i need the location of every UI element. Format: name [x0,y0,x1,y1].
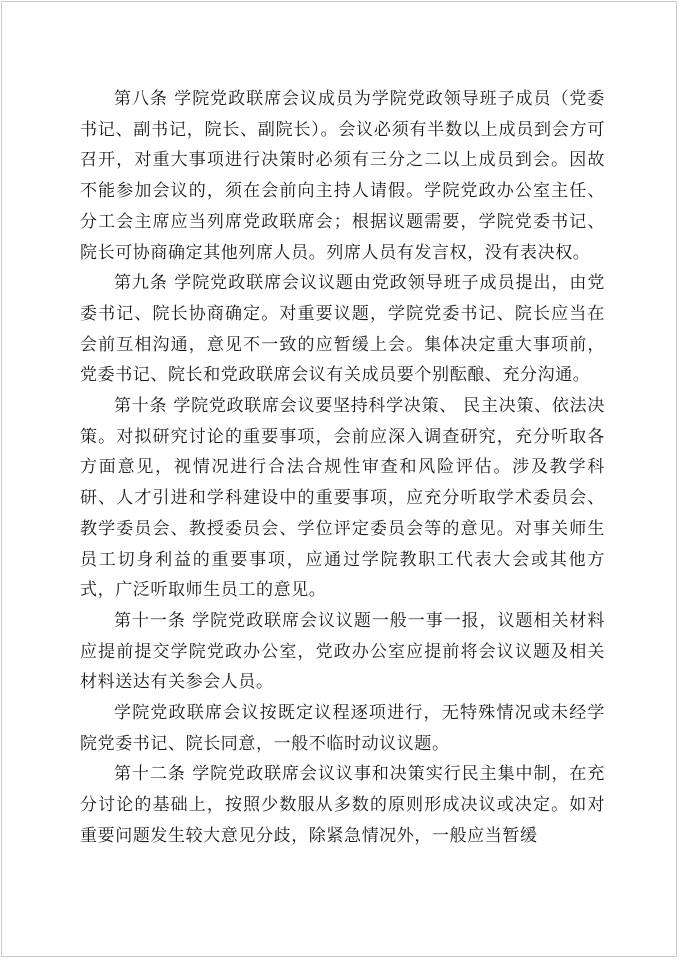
paragraph-article-10: 第十条 学院党政联席会议要坚持科学决策、 民主决策、依法决策。对拟研究讨论的重要事项，会前应深入调查研究，充分听取各方面意见，视情况进行合法合规性审查和风险评估。涉及教学科研、人才引进和学科建设中的重要事项，应充分听取学术委员会、教学委员会、教授委员会、学位评定委员会等的意见。对事关师生员工切身利益的重要事项，应通过学院教职工代表大会或其他方式，广泛听取师生员工的意见。 [80,396,605,601]
paragraph-article-12: 第十二条 学院党政联席会议议事和决策实行民主集中制，在充分讨论的基础上，按照少数服从多数的原则形成决议或决定。如对重要问题发生较大意见分歧，除紧急情况外，一般应当暂缓 [80,764,605,846]
paragraph-article-11: 第十一条 学院党政联席会议议题一般一事一报，议题相关材料应提前提交学院党政办公室，党政办公室应提前将会议议题及相关材料送达有关参会人员。 [80,610,605,693]
document-body [80,84,605,852]
paragraph-article-9: 第九条 学院党政联席会议议题由党政领导班子成员提出，由党委书记、院长协商确定。对重要议题，学院党委书记、院长应当在会前互相沟通，意见不一致的应暂缓上会。集体决定重大事项前，党委书记、院长和党政联席会议有关成员要个别酝酿、充分沟通。 [80,273,605,386]
paragraph-article-8: 第八条 学院党政联席会议成员为学院党政领导班子成员（党委书记、副书记，院长、副院长）。会议必须有半数以上成员到会方可召开，对重大事项进行决策时必须有三分之二以上成员到会。因故不能参加会议的，须在会前向主持人请假。学院党政办公室主任、分工会主席应当列席党政联席会；根据议题需要，学院党委书记、院长可协商确定其他列席人员。列席人员有发言权，没有表决权。 [80,89,605,263]
paragraph-article-11-continued: 学院党政联席会议按既定议程逐项进行，无特殊情况或未经学院党委书记、院长同意，一般不临时动议议题。 [80,703,605,754]
